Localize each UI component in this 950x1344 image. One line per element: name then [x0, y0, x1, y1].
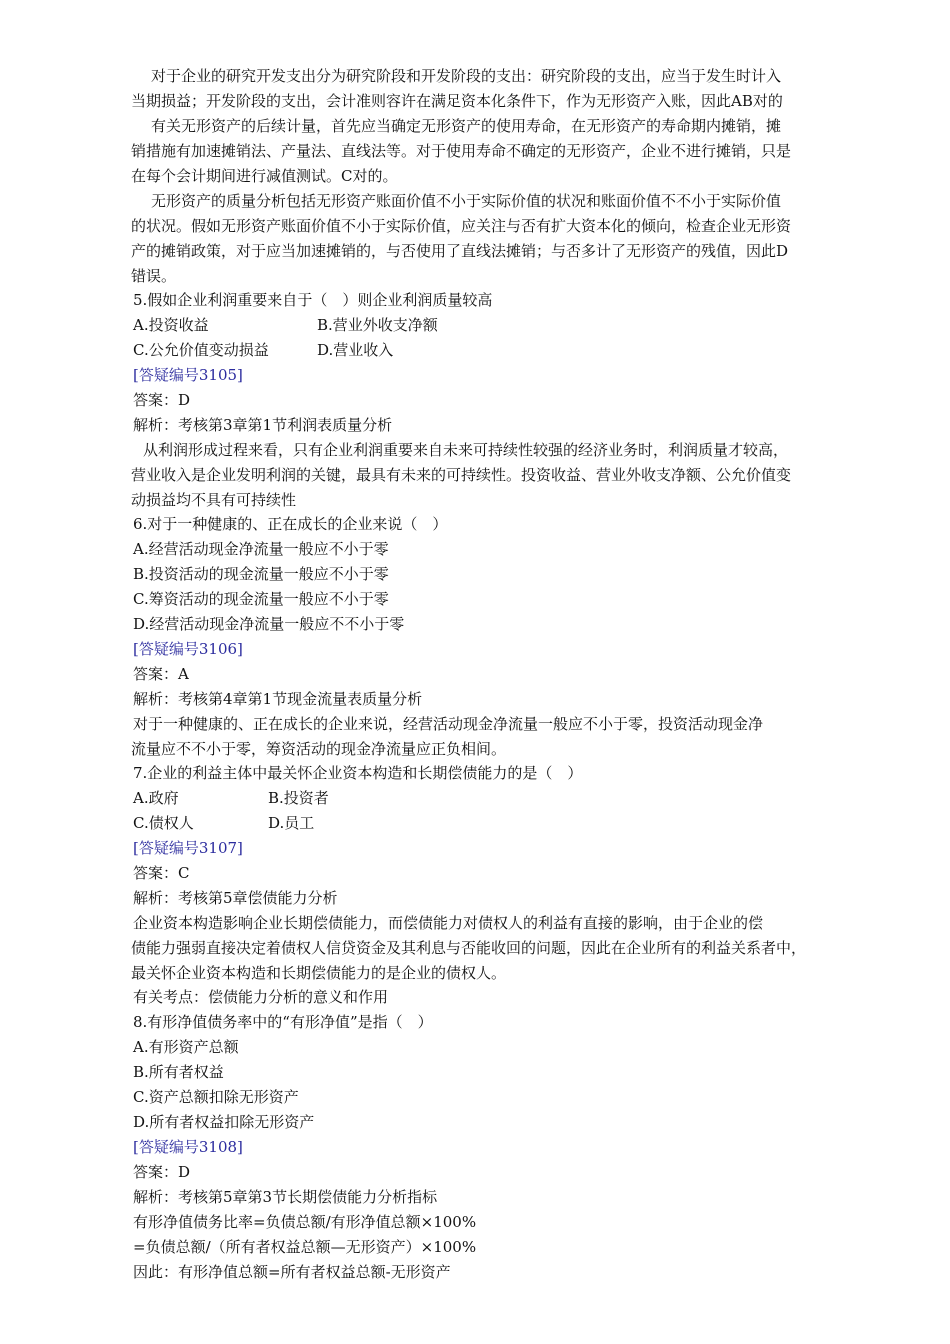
explanation-line: 动损益均不具有可持续性: [131, 491, 297, 509]
paragraph-line: 有关无形资产的后续计量，首先应当确定无形资产的使用寿命，在无形资产的寿命期内摊销，摊: [151, 117, 782, 135]
analysis-text: 解析：考核第4章第1节现金流量表质量分析: [133, 690, 423, 708]
paragraph-line: 在每个会计期间进行减值测试。C对的。: [131, 167, 398, 185]
question-stem: 5.假如企业利润重要来自于（ ）则企业利润质量较高: [133, 291, 493, 309]
explanation-line: 企业资本构造影响企业长期偿债能力，而偿债能力对债权人的利益有直接的影响，由于企业的偿: [133, 914, 764, 932]
analysis-text: 解析：考核第5章偿债能力分析: [133, 889, 338, 907]
formula-line: =负债总额/（所有者权益总额—无形资产）×100%: [133, 1238, 477, 1256]
analysis-text: 解析：考核第3章第1节利润表质量分析: [133, 416, 393, 434]
paragraph-line: 产的摊销政策，对于应当加速摊销的，与否使用了直线法摊销；与否多计了无形资产的残值，因此D: [131, 242, 789, 260]
option-d: D.员工: [268, 814, 315, 832]
option-b: B.投资活动的现金流量一般应不小于零: [133, 565, 389, 583]
explanation-line: 债能力强弱直接决定着债权人信贷资金及其利息与否能收回的问题，因此在企业所有的利益关系者中，: [131, 939, 807, 957]
explanation-line: 流量应不不小于零，筹资活动的现金净流量应正负相间。: [131, 740, 507, 758]
related-topic: 有关考点：偿债能力分析的意义和作用: [133, 988, 389, 1006]
explanation-line: 对于一种健康的、正在成长的企业来说，经营活动现金净流量一般应不小于零，投资活动现金净: [133, 715, 764, 733]
qa-reference-link[interactable]: [答疑编号3105]: [133, 366, 243, 384]
paragraph-line: 的状况。假如无形资产账面价值不小于实际价值，应关注与否有扩大资本化的倾向，检查企业无形资: [131, 217, 792, 235]
answer-text: 答案：D: [133, 391, 191, 409]
question-stem: 7.企业的利益主体中最关怀企业资本构造和长期偿债能力的是（ ）: [133, 764, 583, 782]
explanation-line: 从利润形成过程来看，只有企业利润重要来自未来可持续性较强的经济业务时，利润质量才较高，: [143, 441, 789, 459]
qa-reference-link[interactable]: [答疑编号3108]: [133, 1138, 243, 1156]
option-b: B.投资者: [268, 789, 329, 807]
option-d: D.营业收入: [317, 341, 394, 359]
option-a: A.政府: [133, 789, 179, 807]
option-c: C.公允价值变动损益: [133, 341, 269, 359]
paragraph-line: 无形资产的质量分析包括无形资产账面价值不小于实际价值的状况和账面价值不不小于实际价值: [151, 192, 782, 210]
explanation-line: 营业收入是企业发明利润的关键，最具有未来的可持续性。投资收益、营业外收支净额、公允价值变: [131, 466, 792, 484]
question-stem: 8.有形净值债务率中的“有形净值”是指（ ）: [133, 1013, 433, 1031]
formula-line: 有形净值债务比率=负债总额/有形净值总额×100%: [133, 1213, 477, 1231]
answer-text: 答案：D: [133, 1163, 191, 1181]
option-b: B.营业外收支净额: [317, 316, 438, 334]
paragraph-line: 销措施有加速摊销法、产量法、直线法等。对于使用寿命不确定的无形资产，企业不进行摊销，只是: [131, 142, 792, 160]
paragraph-line: 错误。: [131, 267, 177, 285]
option-b: B.所有者权益: [133, 1063, 224, 1081]
option-d: D.经营活动现金净流量一般应不不小于零: [133, 615, 405, 633]
option-c: C.债权人: [133, 814, 194, 832]
option-a: A.投资收益: [133, 316, 209, 334]
analysis-text: 解析：考核第5章第3节长期偿债能力分析指标: [133, 1188, 438, 1206]
qa-reference-link[interactable]: [答疑编号3107]: [133, 839, 243, 857]
answer-text: 答案：C: [133, 864, 190, 882]
paragraph-line: 对于企业的研究开发支出分为研究阶段和开发阶段的支出：研究阶段的支出，应当于发生时计入: [151, 67, 782, 85]
option-c: C.筹资活动的现金流量一般应不小于零: [133, 590, 389, 608]
paragraph-line: 当期损益；开发阶段的支出，会计准则容许在满足资本化条件下，作为无形资产入账，因此AB对的: [131, 92, 783, 110]
option-a: A.有形资产总额: [133, 1038, 239, 1056]
conclusion-line: 因此：有形净值总额=所有者权益总额-无形资产: [133, 1263, 451, 1281]
option-d: D.所有者权益扣除无形资产: [133, 1113, 315, 1131]
option-a: A.经营活动现金净流量一般应不小于零: [133, 540, 389, 558]
option-c: C.资产总额扣除无形资产: [133, 1088, 299, 1106]
explanation-line: 最关怀企业资本构造和长期偿债能力的是企业的债权人。: [131, 964, 507, 982]
answer-text: 答案：A: [133, 665, 189, 683]
qa-reference-link[interactable]: [答疑编号3106]: [133, 640, 243, 658]
question-stem: 6.对于一种健康的、正在成长的企业来说（ ）: [133, 515, 448, 533]
